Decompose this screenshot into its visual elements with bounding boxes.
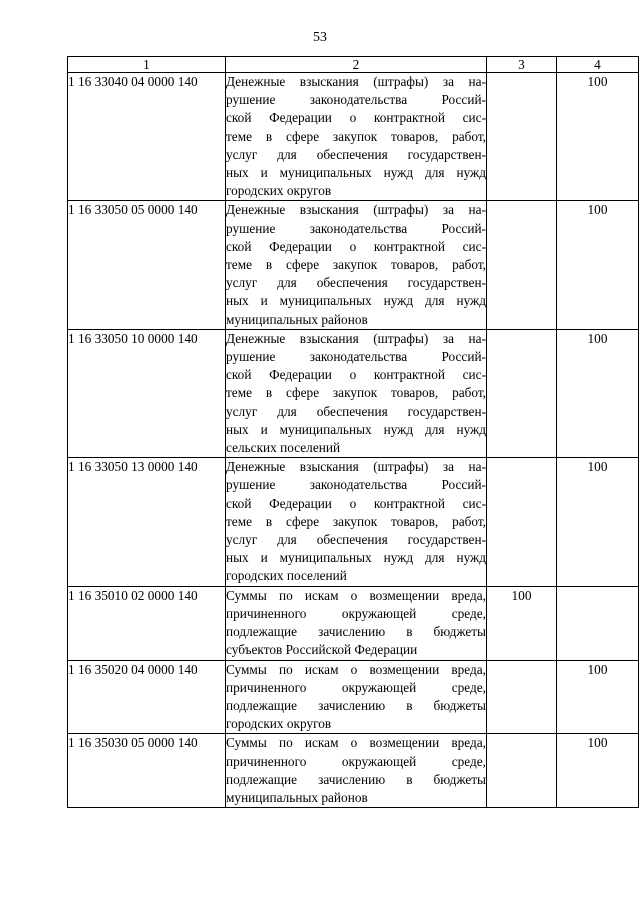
description-cell bbox=[226, 329, 487, 457]
description-cell bbox=[226, 734, 487, 808]
description-line: ской Федерации о контрактной сис- bbox=[226, 495, 486, 511]
description-line: причиненного окружающей среде, bbox=[226, 753, 486, 769]
description-line: теме в сфере закупок товаров, работ, bbox=[226, 128, 486, 144]
description-line: муниципальных районов bbox=[226, 311, 368, 327]
table-row bbox=[68, 458, 639, 586]
column-header-3: 3 bbox=[487, 57, 557, 73]
budget-code-cell: 1 16 35010 02 0000 140 bbox=[68, 586, 226, 660]
description-cell bbox=[226, 586, 487, 660]
description-line: Денежные взыскания (штрафы) за на- bbox=[226, 74, 486, 89]
table-row bbox=[68, 329, 639, 457]
description-line: услуг для обеспечения государствен- bbox=[226, 403, 486, 419]
description-line: ных и муниципальных нужд для нужд bbox=[226, 550, 486, 566]
budget-code-cell: 1 16 35020 04 0000 140 bbox=[68, 660, 226, 734]
description-line: подлежащие зачислению в бюджеты bbox=[226, 697, 486, 713]
budget-code-cell: 1 16 33050 13 0000 140 bbox=[68, 458, 226, 586]
description-line: Суммы по искам о возмещении вреда, bbox=[226, 587, 486, 603]
description-line: ской Федерации о контрактной сис- bbox=[226, 238, 486, 254]
description-line: теме в сфере закупок товаров, работ, bbox=[226, 385, 486, 401]
table-header-row bbox=[68, 57, 639, 73]
table-row bbox=[68, 734, 639, 808]
rate-column-3-cell bbox=[487, 660, 557, 734]
budget-code-table bbox=[67, 56, 639, 808]
column-header-2: 2 bbox=[226, 57, 487, 73]
budget-code-cell: 1 16 35030 05 0000 140 bbox=[68, 734, 226, 808]
description-line: услуг для обеспечения государствен- bbox=[226, 146, 486, 162]
page-number: 53 bbox=[313, 30, 327, 45]
description-line: Суммы по искам о возмещении вреда, bbox=[226, 735, 486, 751]
table-row bbox=[68, 660, 639, 734]
description-line: сельских поселений bbox=[226, 440, 341, 456]
description-cell bbox=[226, 73, 487, 201]
rate-column-4-cell: 100 bbox=[557, 329, 639, 457]
description-line: теме в сфере закупок товаров, работ, bbox=[226, 513, 486, 529]
description-line: ных и муниципальных нужд для нужд bbox=[226, 421, 486, 437]
description-line: рушение законодательства Россий- bbox=[226, 349, 486, 365]
rate-column-4-cell: 100 bbox=[557, 73, 639, 201]
description-line: рушение законодательства Россий- bbox=[226, 220, 486, 236]
description-line: услуг для обеспечения государствен- bbox=[226, 275, 486, 291]
rate-column-3-cell bbox=[487, 458, 557, 586]
description-line: городских поселений bbox=[226, 568, 347, 584]
column-header-4: 4 bbox=[557, 57, 639, 73]
rate-column-4-cell: 100 bbox=[557, 660, 639, 734]
description-line: субъектов Российской Федерации bbox=[226, 642, 418, 658]
description-line: Денежные взыскания (штрафы) за на- bbox=[226, 202, 486, 218]
budget-code-cell: 1 16 33050 10 0000 140 bbox=[68, 329, 226, 457]
description-line: подлежащие зачислению в бюджеты bbox=[226, 624, 486, 640]
column-header-1: 1 bbox=[68, 57, 226, 73]
description-cell bbox=[226, 660, 487, 734]
description-cell bbox=[226, 201, 487, 329]
description-line: Суммы по искам о возмещении вреда, bbox=[226, 661, 486, 677]
rate-column-4-cell bbox=[557, 586, 639, 660]
rate-column-3-cell bbox=[487, 73, 557, 201]
description-line: ской Федерации о контрактной сис- bbox=[226, 367, 486, 383]
description-line: причиненного окружающей среде, bbox=[226, 605, 486, 621]
description-line: муниципальных районов bbox=[226, 789, 368, 805]
table-row bbox=[68, 73, 639, 201]
description-line: городских округов bbox=[226, 716, 332, 732]
description-line: рушение законодательства Россий- bbox=[226, 92, 486, 108]
description-line: Денежные взыскания (штрафы) за на- bbox=[226, 330, 486, 346]
description-cell bbox=[226, 458, 487, 586]
description-line: ных и муниципальных нужд для нужд bbox=[226, 165, 486, 181]
description-line: городских округов bbox=[226, 183, 332, 199]
budget-code-cell: 1 16 33050 05 0000 140 bbox=[68, 201, 226, 329]
rate-column-4-cell: 100 bbox=[557, 458, 639, 586]
description-line: ской Федерации о контрактной сис- bbox=[226, 110, 486, 126]
rate-column-3-cell bbox=[487, 201, 557, 329]
rate-column-3-cell bbox=[487, 329, 557, 457]
rate-column-4-cell: 100 bbox=[557, 734, 639, 808]
description-line: подлежащие зачислению в бюджеты bbox=[226, 771, 486, 787]
description-line: услуг для обеспечения государствен- bbox=[226, 532, 486, 548]
budget-code-cell: 1 16 33040 04 0000 140 bbox=[68, 73, 226, 201]
rate-column-3-cell: 100 bbox=[487, 586, 557, 660]
description-line: рушение законодательства Россий- bbox=[226, 477, 486, 493]
rate-column-4-cell: 100 bbox=[557, 201, 639, 329]
description-line: Денежные взыскания (штрафы) за на- bbox=[226, 459, 486, 475]
description-line: причиненного окружающей среде, bbox=[226, 679, 486, 695]
rate-column-3-cell bbox=[487, 734, 557, 808]
description-line: теме в сфере закупок товаров, работ, bbox=[226, 257, 486, 273]
table-row bbox=[68, 586, 639, 660]
description-line: ных и муниципальных нужд для нужд bbox=[226, 293, 486, 309]
table-row bbox=[68, 201, 639, 329]
